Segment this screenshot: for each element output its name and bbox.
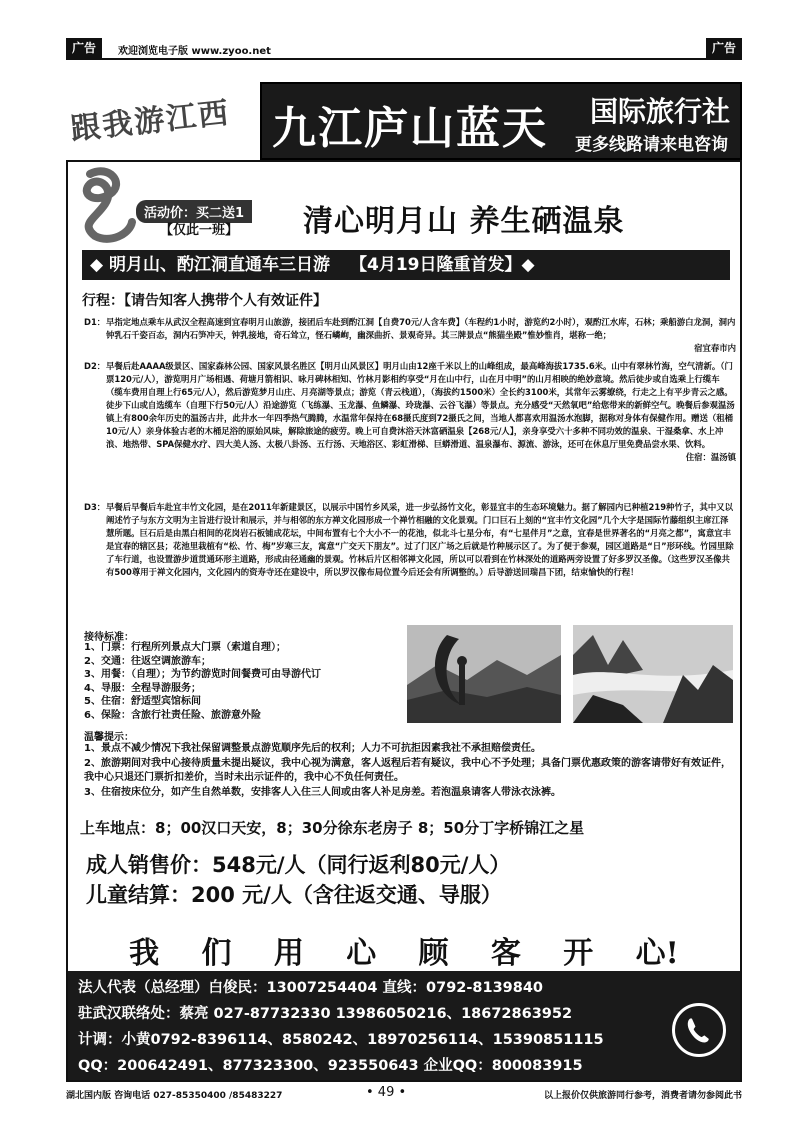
list-item: 3、用餐：（自理）；为节约游览时间餐费可由导游代订 [84,669,321,681]
tour-title: 清心明月山 养生硒温泉 [303,204,625,239]
top-bar [66,38,742,60]
day-text: 早餐后赴AAAA级景区、国家森林公园、国家风景名胜区【明月山风景区】明月山由12座千米以上的山峰组成，最高峰海拔1735.6米。山中有翠林竹海，空气清新。（门票120元/人），游览明月广场相遇、荷塘月箭相识、咏月碑林相知、竹林月影相约享受“月在山中行，山在月中明”的山月相映的绝妙意境。然后徒步或自选乘上行缆车（缆车费用自理上行65元/人），然后游览梦月山庄、月亮湖等景点；游览（青云栈道），（海拔约1500米）全长约3100米，其常年云雾缭绕，行走之上有平步青云之感。徒步下山或自选缆车（自理下行50元/人）沿途游览（飞练瀑、玉龙瀑、鱼鳞瀑、玲珑瀑、云谷飞瀑）等景点。充分感受“天然氧吧”给您带来的新鲜空气。晚餐后参观温汤镇上有800余年历史的温汤古井，此井水一年四季热气腾腾，水温常年保持在68摄氏度到72摄氏之间，当地人都喜欢用温汤水泡脚，据称对身体有保健作用。赠送（租桶10元/人）亲身体验古老的木桶足浴的原始风味，解除旅途的疲劳。晚上可自费沐浴天沐富硒温泉【268元/人】，亲身享受六十多种不同功效的温泉、干湿桑拿、水上冲浪、地热带、SPA保健水疗、四大美人汤、太极八卦汤、五行汤、天地浴区、彩虹滑梯、巨蟒滑道、温泉瀑布、源流、游泳，还可在休息厅里免费品尝水果、饮料。 [106,361,735,449]
list-item: 1、景点不减少情况下我社保留调整景点游览顺序先后的权利；人力不可抗拒因素我社不承担赔偿责任。 [84,743,541,754]
promo-price: 活动价：买二送1 [136,200,252,223]
day-text: 早餐后早餐后车赴宜丰竹文化园，是在2011年新建景区，以展示中国竹乡风采，进一步弘扬竹文化，彰显宜丰的生态环境魅力。据了解园内已种植219种竹子，其中又以阐述竹子与东方文明为主旨进行设计和展示，并与相邻的东方禅文化园形成一个禅竹相融的文化景观。门口巨石上刻的“宜丰竹文化园”几个大字是国际竹藤组织主席江泽慧所题。巨石后是由黑白相间的花岗岩石板铺成花坛，中间布置有七个大小不一的花池，似北斗七星分布，有“七星伴月”之意，宜春是世界著名的“月亮之都”，寓意宜丰是宜春的辖区县；花池里栽植有“松、竹、梅”岁寒三友，寓意“广交天下朋友”。过了门区广场之后就是竹种展示区了。为了便于参观，园区道路是“日”形环线。竹园里除了车行道，也设置游步道贯通环形主道路，形成由径通幽的景观。竹林后片区相邻禅文化园，所以可以看到在竹林深处的道路两旁设置了好多罗汉圣像。（这些罗汉圣像共有500尊用于禅文化园内，文化园内的资寿寺还在建设中，所以罗汉像布局位置今后还会有所调整的。）后导游送回瑞昌下团，结束愉快的行程！ [106,502,734,577]
agency-type: 国际旅行社 [589,95,730,128]
footer-edition: 湖北国内版 咨询电话 027-85350400 /85483227 [66,1091,283,1101]
slogan-char: 客 [490,936,521,971]
day-label: D3： [84,502,106,512]
boarding-points: 上车地点：8；00汉口天安，8；30分徐东老房子 8；50分丁字桥锦江之星 [80,819,585,837]
brand-logo [66,82,252,150]
logo-text: 跟我游江西 [68,95,232,148]
slogan-char: 开 [563,936,594,971]
standards-list [84,641,404,723]
promo-only: 【仅此一班】 [160,223,239,238]
qq-contact: QQ：200642491、877323300、923550643 企业QQ：800083915 [78,1058,583,1074]
welcome-text: 欢迎浏览电子版 www.zyoo.net [118,46,271,57]
legal-rep-contact: 法人代表（总经理）白俊民：13007254404 直线：0792-8139840 [78,980,544,996]
agency-tagline: 更多线路请来电咨询 [575,135,728,155]
list-item: 1、门票：行程所列景点大门票（索道自理）； [84,642,286,653]
slogan-char: 我 [129,936,160,971]
list-item: 6、保险：含旅行社责任险、旅游意外险 [84,709,261,721]
page-number: • 49 • [366,1085,407,1100]
tips-heading: 温馨提示： [84,732,134,743]
slogan-char: 心 [346,936,377,971]
day-stay: 宿宜春市内 [694,343,736,353]
itinerary-day-2 [84,360,736,464]
route-name: ◆ 明月山、酌江洞直通车三日游 [90,255,330,275]
day-stay: 住宿：温汤镇 [685,452,736,462]
slogan-char: 心! [635,936,679,971]
adult-price: 成人销售价：548元/人（同行返利80元/人） [86,853,511,877]
itinerary-day-3 [84,501,736,579]
mountain-clouds-photo [573,625,733,723]
list-item: 4、导服：全程导游服务； [84,682,201,694]
footer-disclaimer: 以上报价仅供旅游同行参考，消费者请勿参阅此书 [543,1091,742,1101]
list-item: 2、旅游期间对我中心接待质量未提出疑议，我中心视为满意，客人返程后若有疑议，我中心不予处理；具备门票优惠政策的游客请带好有效证件，我中心只退还门票折扣差价，当时未出示证件的，我中心不负任何责任。 [84,757,731,783]
launch-date: 【4月19日隆重首发】◆ [350,255,535,275]
slogan [68,929,740,971]
slogan-char: 们 [201,936,232,971]
ad-tag-right: 广告 [706,38,742,58]
slogan-char: 顾 [418,936,449,971]
day-label: D1： [84,317,106,327]
contact-panel [68,971,740,1080]
page-footer [66,1084,742,1104]
itinerary-heading: 行程：【请告知客人携带个人有效证件】 [82,293,327,309]
day-text: 早指定地点乘车从武汉全程高速到宜春明月山旅游，接团后车赴到酌江洞【自费70元/人含车费】（车程约1小时，游览约2小时），观酌江水库，石林；乘船游白龙洞，洞内钟乳石千姿百态，洞内石笋冲天，钟乳接地，奇石耸立，怪石嶙峋，幽深曲折、景观奇异。其三牌景点“熊猫坐殿”惟妙惟肖，堪称一绝； [106,317,736,340]
agency-header [260,82,742,160]
tips-list [84,742,734,800]
wuhan-office-contact: 驻武汉联络处：蔡亮 027-87732330 13986050216、18672863952 [78,1006,573,1022]
slogan-char: 用 [273,936,304,971]
child-price: 儿童结算：200 元/人（含往返交通、导服） [86,883,502,907]
itinerary-day-1 [84,316,736,355]
standards-heading: 接待标准： [84,632,134,643]
phone-icon [672,1003,726,1057]
swirl-decoration-icon [70,164,140,244]
day-label: D2： [84,361,106,371]
list-item: 2、交通：往返空调旅游车； [84,655,211,667]
list-item: 5、住宿：舒适型宾馆标间 [84,696,201,708]
route-banner [82,250,730,280]
list-item: 3、住宿按床位分，如产生自然单数，安排客人入住三人间或由客人补足房差。若泡温泉请客人带泳衣泳裤。 [84,786,561,798]
ad-tag-left: 广告 [66,38,102,58]
planner-contact: 计调：小黄0792-8396114、8580242、18970256114、15390851115 [78,1032,604,1048]
agency-name: 九江庐山蓝天 [272,103,548,154]
moon-statue-photo [407,625,561,723]
